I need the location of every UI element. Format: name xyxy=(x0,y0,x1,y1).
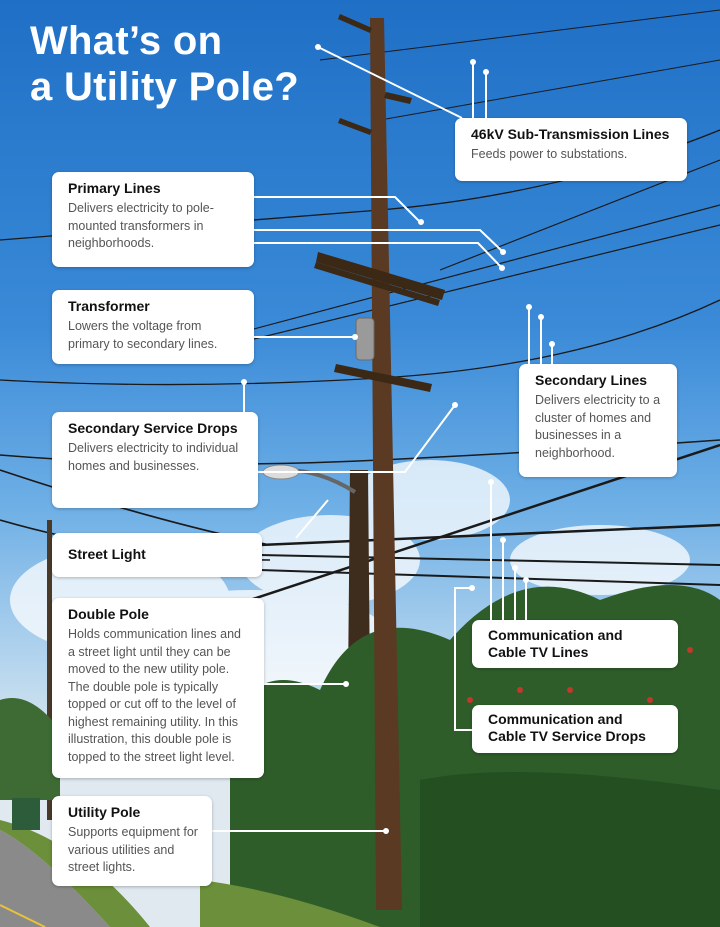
label-description: Delivers electricity to individual homes and businesses. xyxy=(68,441,239,473)
title-line-1: What’s on xyxy=(30,19,223,63)
label-title: Communication and Cable TV Service Drops xyxy=(488,711,646,744)
label-communication-cable-lines xyxy=(472,620,678,668)
label-title: Communication and Cable TV Lines xyxy=(488,627,623,660)
label-description: Supports equipment for various utilities and street lights. xyxy=(68,825,198,874)
label-title: Transformer xyxy=(68,298,150,314)
label-transformer xyxy=(52,290,254,364)
label-subtransmission-lines xyxy=(455,118,687,181)
page-title xyxy=(30,18,299,110)
label-description: Lowers the voltage from primary to secondary lines. xyxy=(68,319,218,351)
label-secondary-lines xyxy=(519,364,677,477)
label-primary-lines xyxy=(52,172,254,267)
label-communication-cable-service-drops xyxy=(472,705,678,753)
label-title: Double Pole xyxy=(68,606,149,622)
label-title: 46kV Sub-Transmission Lines xyxy=(471,126,670,142)
label-description: Holds communication lines and a street light until they can be moved to the new utility pole. The double pole is typically topped or cut off to the level of highest remaining utility. In this illustration, this double pole is topped to the street light level. xyxy=(68,627,242,764)
label-utility-pole xyxy=(52,796,212,886)
label-description: Delivers electricity to pole-mounted transformers in neighborhoods. xyxy=(68,201,214,250)
label-title: Primary Lines xyxy=(68,180,161,196)
label-title: Street Light xyxy=(68,546,146,562)
label-street-light xyxy=(52,533,262,577)
title-line-2: a Utility Pole? xyxy=(30,65,299,109)
label-description: Delivers electricity to a cluster of homes and businesses in a neighborhood. xyxy=(535,393,661,460)
label-description: Feeds power to substations. xyxy=(471,147,628,161)
label-title: Secondary Service Drops xyxy=(68,420,238,436)
label-title: Secondary Lines xyxy=(535,372,648,388)
label-secondary-service-drops xyxy=(52,412,258,508)
label-title: Utility Pole xyxy=(68,804,141,820)
label-double-pole xyxy=(52,598,264,778)
